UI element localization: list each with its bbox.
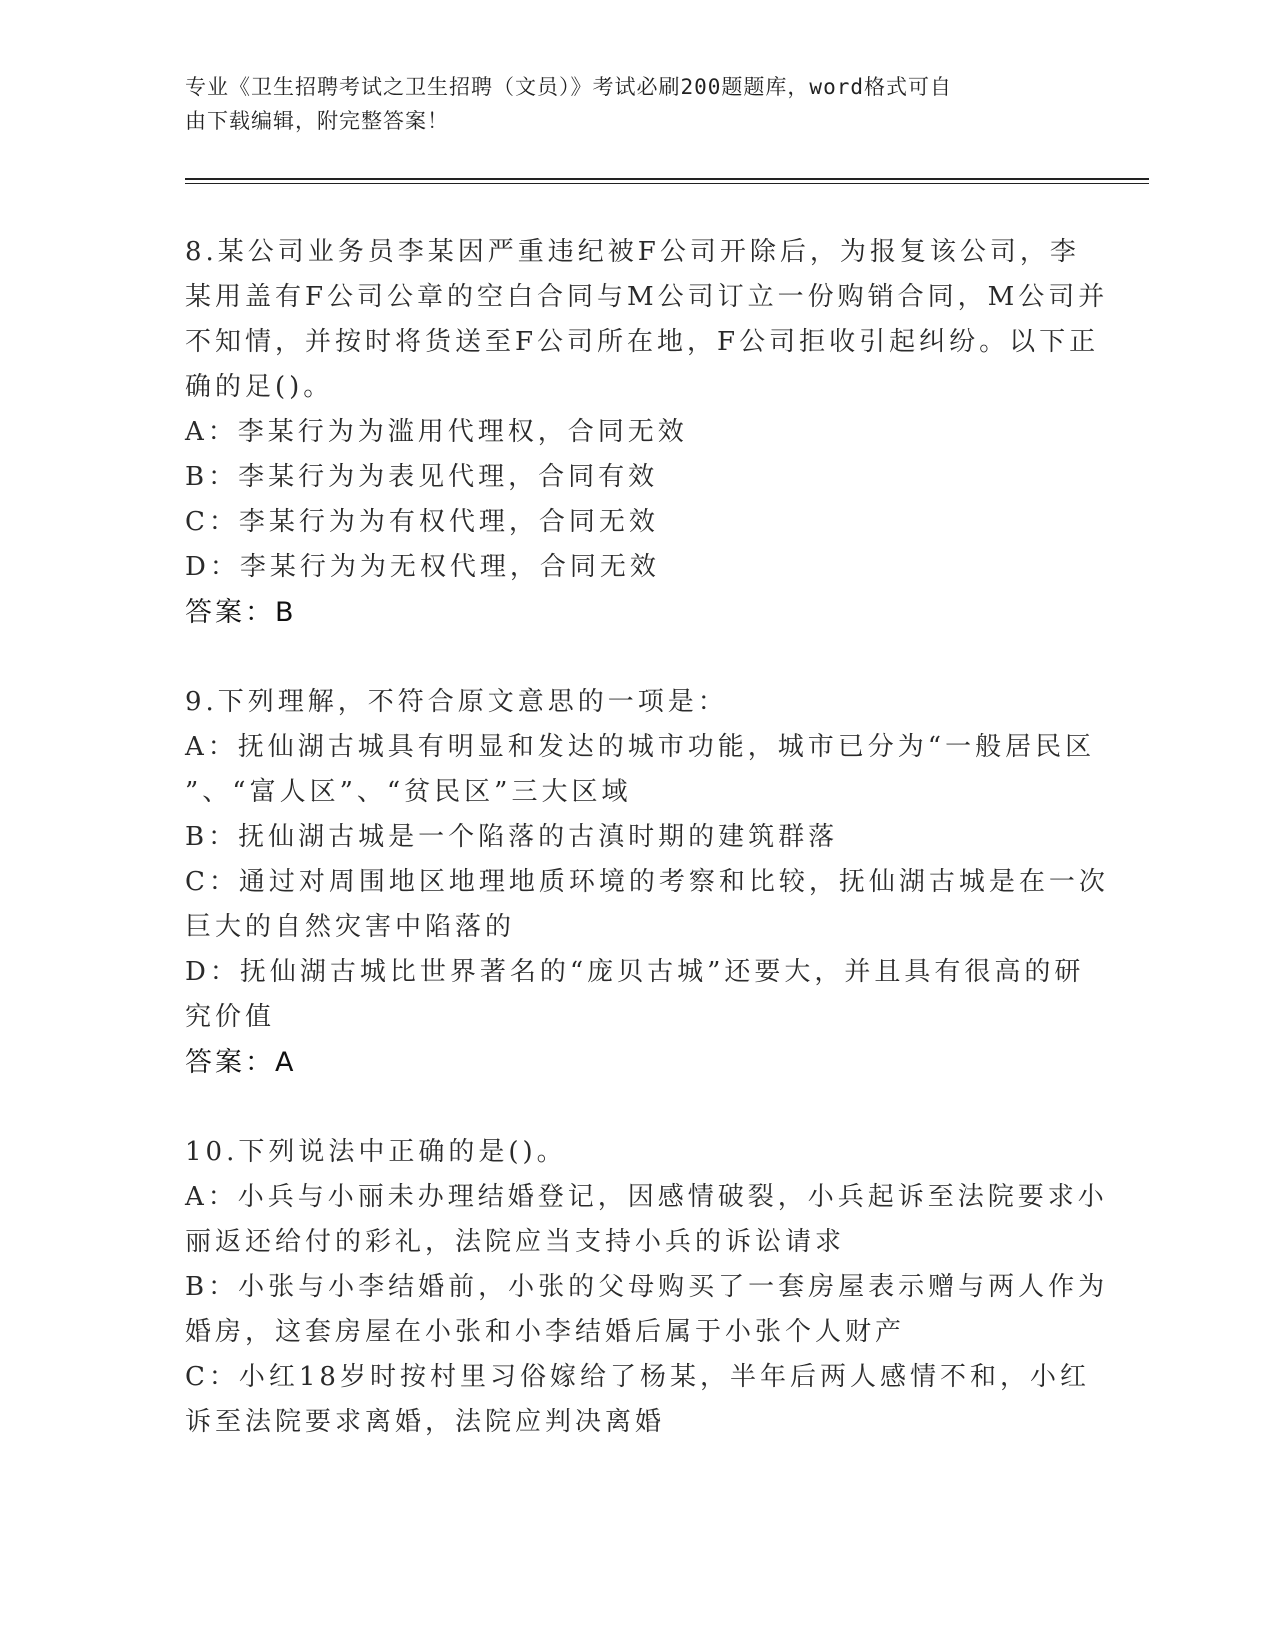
question-stem-line: 9.下列理解，不符合原文意思的一项是：: [185, 687, 728, 717]
header-line-2: 由下载编辑，附完整答案！: [185, 109, 449, 133]
question-block: [185, 230, 1109, 635]
option-a-continued: ”、“富人区”、“贫民区”三大区域: [185, 777, 632, 807]
option-a: A：抚仙湖古城具有明显和发达的城市功能，城市已分为“一般居民区: [185, 732, 1096, 762]
option-c-continued: 巨大的自然灾害中陷落的: [185, 912, 516, 942]
question-stem-line: 8.某公司业务员李某因严重违纪被F公司开除后，为报复该公司，李: [185, 237, 1080, 267]
question-stem-line: 某用盖有F公司公章的空白合同与M公司订立一份购销合同，M公司并: [185, 282, 1109, 312]
question-block: [185, 1130, 1109, 1445]
header-line-1: 专业《卫生招聘考试之卫生招聘（文员）》考试必刷200题题库，word格式可自: [185, 75, 952, 99]
header-divider-thin: [185, 183, 1149, 184]
question-block: [185, 680, 1109, 1085]
option-b: B：小张与小李结婚前，小张的父母购买了一套房屋表示赠与两人作为: [185, 1272, 1109, 1302]
option-b-continued: 婚房，这套房屋在小张和小李结婚后属于小张个人财产: [185, 1317, 906, 1347]
option-a: A：李某行为为滥用代理权，合同无效: [185, 417, 688, 447]
question-stem-line: 确的足()。: [185, 372, 334, 402]
option-a: A：小兵与小丽未办理结婚登记，因感情破裂，小兵起诉至法院要求小: [185, 1182, 1108, 1212]
question-stem-line: 10.下列说法中正确的是()。: [185, 1137, 567, 1167]
option-c-continued: 诉至法院要求离婚，法院应判决离婚: [185, 1407, 666, 1437]
option-b: B：抚仙湖古城是一个陷落的古滇时期的建筑群落: [185, 822, 839, 852]
option-d-continued: 究价值: [185, 1002, 276, 1032]
answer-line: 答案：B: [185, 597, 297, 628]
question-stem-line: 不知情，并按时将货送至F公司所在地，F公司拒收引起纠纷。以下正: [185, 327, 1100, 357]
option-c: C：李某行为为有权代理，合同无效: [185, 507, 659, 537]
document-header: [185, 70, 1085, 138]
header-divider-thick: [185, 178, 1149, 180]
option-c: C：小红18岁时按村里习俗嫁给了杨某，半年后两人感情不和，小红: [185, 1362, 1090, 1392]
question-list: [185, 230, 1109, 1445]
option-c: C：通过对周围地区地理地质环境的考察和比较，抚仙湖古城是在一次: [185, 867, 1109, 897]
option-b: B：李某行为为表见代理，合同有效: [185, 462, 659, 492]
option-d: D：李某行为为无权代理，合同无效: [185, 552, 660, 582]
option-a-continued: 丽返还给付的彩礼，法院应当支持小兵的诉讼请求: [185, 1227, 846, 1257]
answer-line: 答案：A: [185, 1047, 297, 1078]
option-d: D：抚仙湖古城比世界著名的“庞贝古城”还要大，并且具有很高的研: [185, 957, 1085, 987]
